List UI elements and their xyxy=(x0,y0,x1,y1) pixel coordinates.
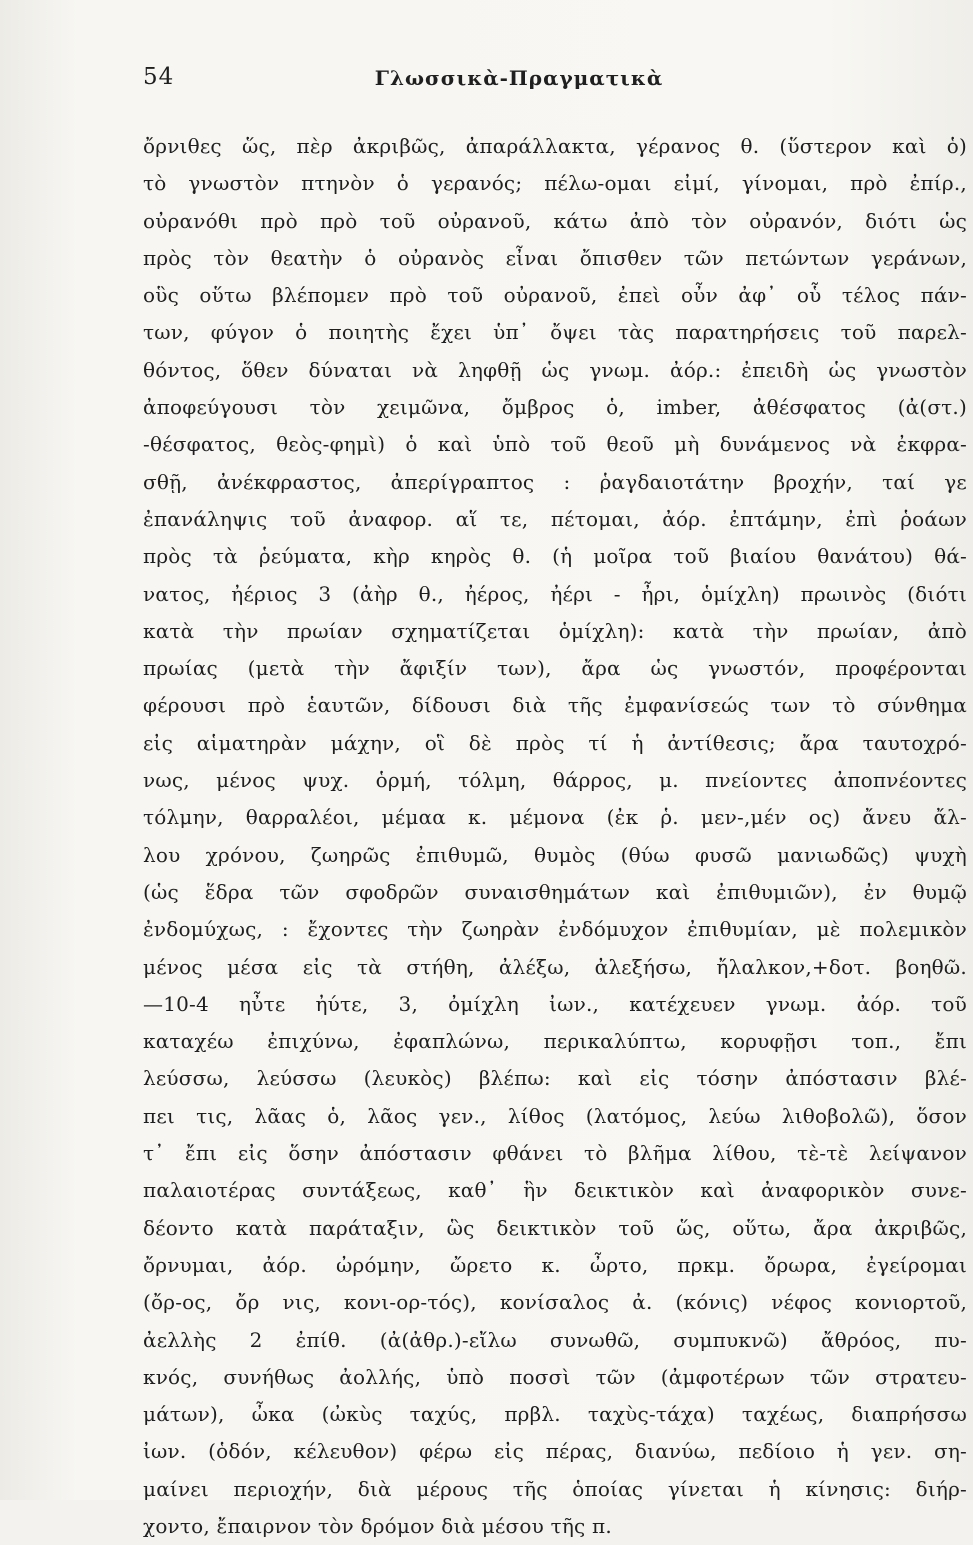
text-line: μαίνει περιοχήν, διὰ μέρους τῆς ὁποίας γίνεται ἡ κίνησις: διήρ- xyxy=(143,1476,967,1501)
text-line: εἰς αἱματηρὰν μάχην, οἳ δὲ πρὸς τί ἡ ἀντίθεσις; ἄρα ταυτοχρό- xyxy=(143,730,967,755)
text-line: πρὸς τὰ ῥεύματα, κὴρ κηρὸς θ. (ἡ μοῖρα τοῦ βιαίου θανάτου) θά- xyxy=(143,544,967,569)
show-through-bleed xyxy=(148,40,903,60)
text-line: τὸ γνωστὸν πτηνὸν ὁ γερανός; πέλω-ομαι εἰμί, γίνομαι, πρὸ ἐπίρ., xyxy=(143,171,967,196)
text-line: πρὸς τὸν θεατὴν ὁ οὐρανὸς εἶναι ὄπισθεν τῶν πετώντων γεράνων, xyxy=(143,245,967,270)
text-line: κνός, συνήθως ἀολλής, ὑπὸ ποσσὶ τῶν (ἀμφοτέρων τῶν στρατευ- xyxy=(143,1364,967,1389)
text-line: (ὡς ἕδρα τῶν σφοδρῶν συναισθημάτων καὶ ἐπιθυμιῶν), ἐν θυμῷ xyxy=(143,879,967,904)
text-line: δέοντο κατὰ παράταξιν, ὣς δεικτικὸν τοῦ ὥς, οὕτω, ἄρα ἀκριβῶς, xyxy=(143,1215,967,1240)
text-line: φέρουσι πρὸ ἑαυτῶν, δίδουσι διὰ τῆς ἐμφανίσεώς των τὸ σύνθημα xyxy=(143,693,967,718)
text-line: λεύσσω, λεύσσω (λευκὸς) βλέπω: καὶ εἰς τόσην ἀπόστασιν βλέ- xyxy=(143,1066,967,1091)
text-line: πει τις, λᾶας ὁ, λᾶος γεν., λίθος (λατόμος, λεύω λιθοβολῶ), ὅσον xyxy=(143,1103,967,1128)
text-line: (ὄρ-ος, ὄρ νις, κονι-ορ-τός), κονίσαλος ἀ. (κόνις) νέφος κονιορτοῦ, xyxy=(143,1290,967,1315)
text-line: -θέσφατος, θεὸς-φημὶ) ὁ καὶ ὑπὸ τοῦ θεοῦ μὴ δυνάμενος νὰ ἐκφρα- xyxy=(143,432,967,457)
text-line: νως, μένος ψυχ. ὁρμή, τόλμη, θάρρος, μ. πνείοντες ἀποπνέοντες xyxy=(143,768,967,793)
text-line: λου χρόνου, ζωηρῶς ἐπιθυμῶ, θυμὸς (θύω φυσῶ μανιωδῶς) ψυχὴ xyxy=(143,842,967,867)
text-line: ὄρνυμαι, ἀόρ. ὠρόμην, ὤρετο κ. ὦρτο, πρκμ. ὄρωρα, ἐγείρομαι xyxy=(143,1252,967,1277)
text-line: τόλμην, θαρραλέοι, μέμαα κ. μέμονα (ἐκ ῥ. μεν-,μέν ος) ἄνευ ἄλ- xyxy=(143,805,967,830)
text-line: οὐρανόθι πρὸ πρὸ τοῦ οὐρανοῦ, κάτω ἀπὸ τὸν οὐρανόν, διότι ὡς xyxy=(143,208,967,233)
text-line: ὄρνιθες ὥς, πὲρ ἀκριβῶς, ἀπαράλλακτα, γέρανος θ. (ὕστερον καὶ ὁ) xyxy=(143,134,967,158)
text-line: ἐνδομύχως, : ἔχοντες τὴν ζωηρὰν ἐνδόμυχον ἐπιθυμίαν, μὲ πολεμικὸν xyxy=(143,917,967,942)
text-line: θόντος, ὅθεν δύναται νὰ ληφθῇ ὡς γνωμ. ἀόρ.: ἐπειδὴ ὡς γνωστὸν xyxy=(143,357,967,382)
text-line: κατὰ τὴν πρωίαν σχηματίζεται ὁμίχλη): κατὰ τὴν πρωίαν, ἀπὸ xyxy=(143,618,967,643)
text-line: —10-4 ηὖτε ἠύτε, 3, ὀμίχλη ἰων., κατέχευεν γνωμ. ἀόρ. τοῦ xyxy=(143,991,967,1016)
text-line: χοντο, ἔπαιρνον τὸν δρόμον διὰ μέσου τῆς π. xyxy=(143,1513,612,1538)
text-line: καταχέω ἐπιχύνω, ἐφαπλώνω, περικαλύπτω, κορυφῇσι τοπ., ἔπι xyxy=(143,1029,967,1054)
text-line: μάτων), ὦκα (ὠκὺς ταχύς, πρβλ. ταχὺς-τάχα) ταχέως, διαπρήσσω xyxy=(143,1402,967,1427)
text-line: ἀελλὴς 2 ἐπίθ. (ἀ(ἀθρ.)-εἴλω συνωθῶ, συμπυκνῶ) ἄθρόος, πυ- xyxy=(143,1327,967,1352)
text-line: παλαιοτέρας συντάξεως, καθ᾽ ἣν δεικτικὸν καὶ ἀναφορικὸν συνε- xyxy=(143,1178,967,1203)
text-line: οὓς οὕτω βλέπομεν πρὸ τοῦ οὐρανοῦ, ἐπεὶ οὖν ἀφ᾽ οὗ τέλος πάν- xyxy=(143,283,967,308)
text-line: τ᾽ ἔπι εἰς ὅσην ἀπόστασιν φθάνει τὸ βλῆμα λίθου, τὲ-τὲ λείψανον xyxy=(143,1141,967,1166)
body-text xyxy=(143,128,967,1545)
text-line: των, φύγον ὁ ποιητὴς ἔχει ὑπ᾽ ὄψει τὰς παρατηρήσεις τοῦ παρελ- xyxy=(143,320,967,345)
text-line: νατος, ἠέριος 3 (ἀὴρ θ., ἠέρος, ἠέρι - ἦρι, ὁμίχλη) πρωινὸς (διότι xyxy=(143,581,967,606)
running-title: Γλωσσικὰ-Πραγματικὰ xyxy=(374,66,664,90)
text-line: πρωίας (μετὰ τὴν ἄφιξίν των), ἄρα ὡς γνωστόν, προφέρονται xyxy=(143,656,967,681)
text-line: ἰων. (ὁδόν, κέλευθον) φέρω εἰς πέρας, διανύω, πεδίοιο ἡ γεν. ση- xyxy=(143,1439,967,1464)
text-line: σθῇ, ἀνέκφραστος, ἀπερίγραπτος : ῥαγδαιοτάτην βροχήν, ταί γε xyxy=(143,469,967,494)
text-line: ἐπανάληψις τοῦ ἀναφορ. αἵ τε, πέτομαι, ἀόρ. ἐπτάμην, ἐπὶ ῥοάων xyxy=(143,506,967,531)
page-header xyxy=(135,64,903,94)
text-line: ἀποφεύγουσι τὸν χειμῶνα, ὄμβρος ὁ, imber, ἀθέσφατος (ἀ(στ.) xyxy=(143,395,967,420)
text-line: μένος μέσα εἰς τὰ στήθη, ἀλέξω, ἀλεξήσω, ἤλαλκον,+δοτ. βοηθῶ. xyxy=(143,954,967,979)
page-number: 54 xyxy=(143,64,175,90)
